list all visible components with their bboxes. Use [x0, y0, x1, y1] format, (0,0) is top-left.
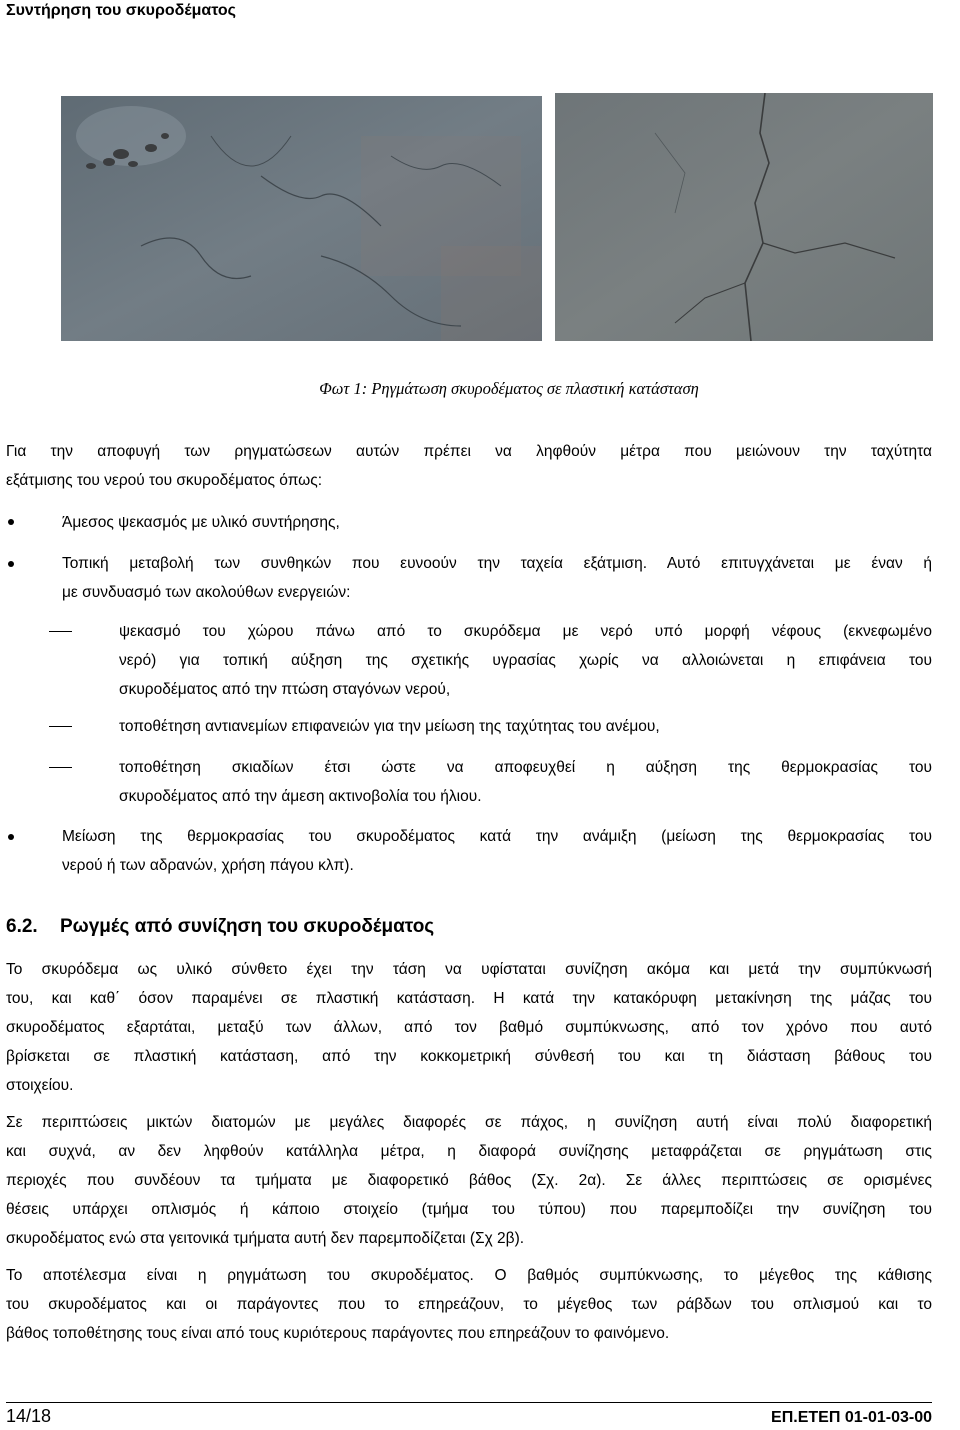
section-title: Ρωγμές από συνίζηση του σκυροδέματος — [60, 916, 435, 937]
bullet-3-line-1: Μείωση της θερμοκρασίας του σκυροδέματος κατά την ανάμιξη (μείωση της θερμοκρασίας του — [62, 828, 932, 845]
para-1-line-5: στοιχείου. — [6, 1077, 74, 1094]
footer-divider — [6, 1402, 932, 1403]
para-1-line-4: βρίσκεται σε πλαστική κατάσταση, από την κοκκομετρική σύνθεσή του και τη διάσταση βάθους του — [6, 1048, 932, 1065]
bullet-marker — [8, 519, 14, 525]
subitem-1-line-2: νερό) για τοπική αύξηση της σχετικής υγρασίας χωρίς να αλλοιώνεται η επιφάνεια του — [119, 652, 932, 669]
bullet-marker — [8, 834, 14, 840]
intro-line-1: Για την αποφυγή των ρηγματώσεων αυτών πρέπει να ληφθούν μέτρα που μειώνουν την ταχύτητα — [6, 443, 932, 460]
para-3-line-2: του σκυροδέματος και οι παράγοντες που το επηρεάζουν, το μέγεθος των ράβδων του οπλισμού και το — [6, 1296, 932, 1313]
photo-plastic-cracking-right — [555, 93, 933, 341]
subitem-2-line-1: τοποθέτηση αντιανεμίων επιφανειών για την μείωση της ταχύτητας του ανέμου, — [119, 718, 660, 735]
document-code: ΕΠ.ΕΤΕΠ 01-01-03-00 — [771, 1409, 932, 1426]
subitem-3-line-1: τοποθέτηση σκιαδίων έτσι ώστε να αποφευχθεί η αύξηση της θερμοκρασίας του — [119, 759, 932, 776]
page-number: 14/18 — [6, 1406, 52, 1426]
subitem-1-line-1: ψεκασμό του χώρου πάνω από το σκυρόδεμα με νερό υπό μορφή νέφους (εκνεφωμένο — [119, 623, 932, 640]
bullet-marker — [8, 561, 14, 567]
dash-marker — [49, 726, 72, 727]
para-2-line-1: Σε περιπτώσεις μικτών διατομών με μεγάλες διαφορές σε πάχος, η συνίζηση αυτή είναι πολύ διαφορετική — [6, 1114, 932, 1131]
intro-line-2: εξάτμισης του νερού του σκυροδέματος όπως: — [6, 472, 323, 489]
page-header-title: Συντήρηση του σκυροδέματος — [6, 2, 236, 19]
dash-marker — [49, 767, 72, 768]
bullet-2-line-2: με συνδυασμό των ακολούθων ενεργειών: — [62, 584, 351, 601]
para-2-line-2: και συχνά, αν δεν ληφθούν κατάλληλα μέτρα, η διαφορά συνίζησης μεταφράζεται σε ρηγμάτωση στις — [6, 1143, 932, 1160]
para-1-line-1: Το σκυρόδεμα ως υλικό σύνθετο έχει την τάση να υφίσταται συνίζηση ακόμα και μετά την συμπύκνωσή — [6, 961, 932, 978]
para-2-line-3: περιοχές που συνδέουν τα τμήματα με διαφορετικό βάθος (Σχ. 2α). Σε άλλες περιπτώσεις σε ορισμένες — [6, 1172, 932, 1189]
para-1-line-3: σκυροδέματος εξαρτάται, μεταξύ των άλλων, από τον βαθμό συμπύκνωσης, από τον χρόνο που αυτό — [6, 1019, 932, 1036]
bullet-1-line-1: Άμεσος ψεκασμός με υλικό συντήρησης, — [62, 514, 340, 531]
bullet-2-line-1: Τοπική μεταβολή των συνθηκών που ευνοούν την ταχεία εξάτμιση. Αυτό επιτυγχάνεται με έναν ή — [62, 555, 932, 572]
figure-caption: Φωτ 1: Ρηγμάτωση σκυροδέματος σε πλαστική κατάσταση — [319, 379, 699, 398]
section-number: 6.2. — [6, 916, 38, 937]
para-2-line-4: θέσεις υπάρχει οπλισμός ή κάποιο στοιχείο (τμήμα του τύπου) που παρεμποδίζει την συνίζηση του — [6, 1201, 932, 1218]
dash-marker — [49, 631, 72, 632]
para-2-line-5: σκυροδέματος ενώ στα γειτονικά τμήματα αυτή δεν παρεμποδίζεται (Σχ 2β). — [6, 1230, 525, 1247]
section-heading — [6, 915, 434, 939]
para-3-line-3: βάθος τοποθέτησης τους είναι από τους κυριότερους παράγοντες που επηρεάζουν το φαινόμενο. — [6, 1325, 670, 1342]
subitem-3-line-2: σκυροδέματος από την άμεση ακτινοβολία του ήλιου. — [119, 788, 482, 805]
bullet-3-line-2: νερού ή των αδρανών, χρήση πάγου κλπ). — [62, 857, 354, 874]
para-3-line-1: Το αποτέλεσμα είναι η ρηγμάτωση του σκυροδέματος. Ο βαθμός συμπύκνωσης, το μέγεθος της κάθισης — [6, 1267, 932, 1284]
subitem-1-line-3: σκυροδέματος από την πτώση σταγόνων νερού, — [119, 681, 451, 698]
para-1-line-2: του, και καθ΄ όσον παραμένει σε πλαστική κατάσταση. Η κατά την κατακόρυφη μετακίνηση της μάζας του — [6, 990, 932, 1007]
photo-plastic-cracking-left — [61, 96, 542, 341]
